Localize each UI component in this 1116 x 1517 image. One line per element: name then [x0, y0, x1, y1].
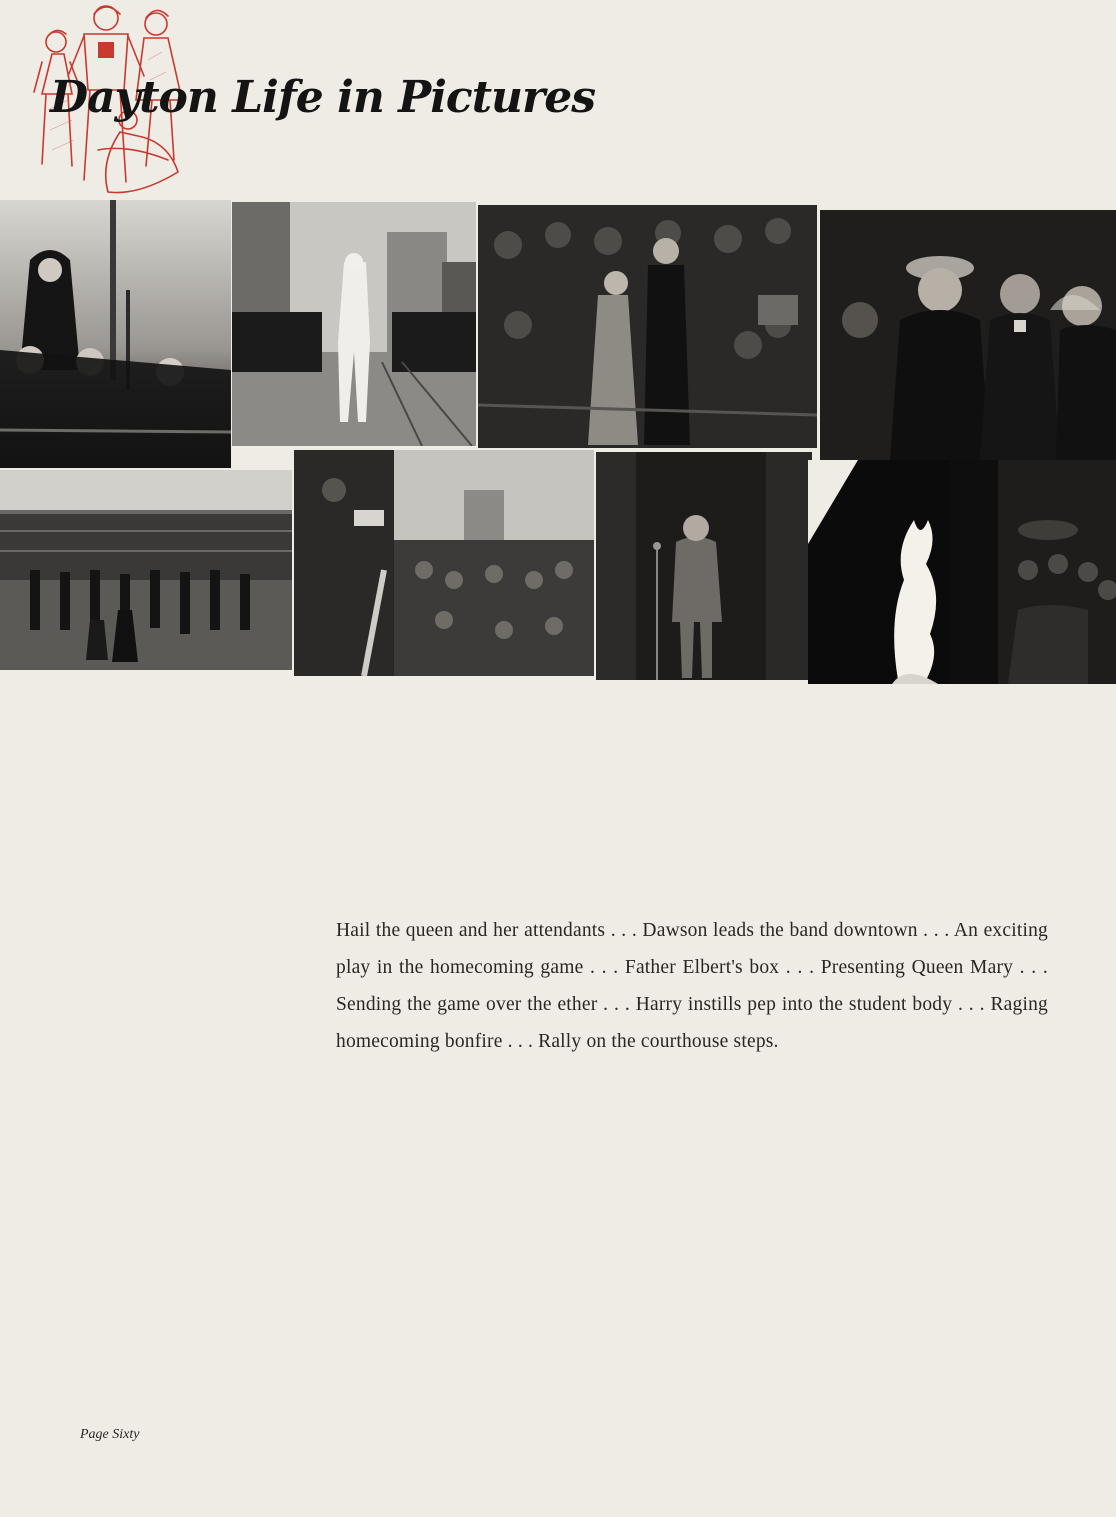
father-elbert-box-photo — [820, 210, 1116, 460]
harry-speech-photo — [596, 452, 812, 680]
presenting-queen-photo — [0, 470, 292, 670]
page-number: Page Sixty — [80, 1427, 140, 1442]
broadcast-booth-photo — [294, 450, 594, 676]
homecoming-game-crowd-photo — [478, 205, 817, 448]
queen-and-attendants-photo — [0, 200, 231, 468]
band-downtown-photo — [232, 202, 476, 446]
page-title: Dayton Life in Pictures — [50, 72, 595, 123]
bonfire-photo — [808, 460, 1116, 684]
photo-captions: Hail the queen and her attendants . . . Dawson leads the band downtown . . . An exciting play in the homecoming game . . . Father Elbert's box . . . Presenting Queen Mary . . . Sending the game over the ether . . . Harry instills pep into the student body . . . Raging homecoming bonfire . . . Rally on the courthouse steps. — [336, 920, 1048, 1052]
